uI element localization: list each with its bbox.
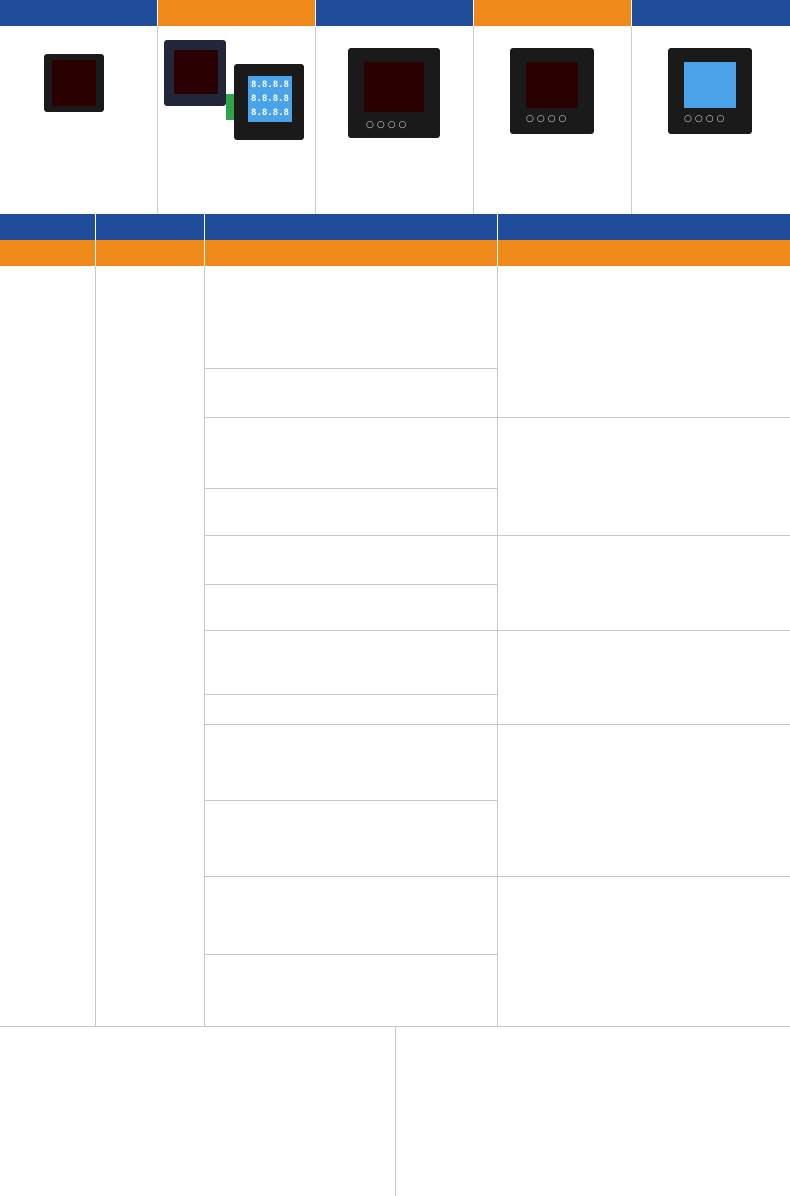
- grid-line: [498, 876, 790, 877]
- grid-line: [205, 630, 497, 631]
- header-band: [0, 240, 95, 266]
- meter-image-led: [164, 40, 226, 106]
- product-cell-1: [0, 26, 158, 214]
- meter-buttons: ○○○○: [366, 120, 410, 130]
- grid-line: [205, 368, 497, 369]
- product-cell-5: [632, 26, 790, 214]
- grid-line: [498, 724, 790, 725]
- grid-line: [205, 584, 497, 585]
- grid-line: [498, 417, 790, 418]
- tab-fig4: [474, 0, 631, 26]
- tab-fig2: [158, 0, 315, 26]
- header-band: [205, 240, 497, 266]
- grid-line: [95, 266, 96, 1026]
- bottom-wiring-diagrams: [0, 1026, 790, 1196]
- tab-fig3: [316, 0, 473, 26]
- grid-line: [205, 417, 497, 418]
- meter-image: [44, 54, 104, 112]
- meter-image-lcd: [234, 64, 304, 140]
- product-cell-4: [474, 26, 632, 214]
- header-band: [96, 240, 204, 266]
- grid-line: [205, 694, 497, 695]
- meter-image: [348, 48, 440, 138]
- product-cell-2: [158, 26, 316, 214]
- grid-line: [205, 488, 497, 489]
- col-header-model: [0, 214, 95, 240]
- grid-line: [205, 954, 497, 955]
- meter-image: [510, 48, 594, 134]
- led-display: [526, 62, 578, 108]
- meter-buttons: ○○○○: [684, 114, 728, 124]
- grid-line: [498, 535, 790, 536]
- grid-line: [205, 724, 497, 725]
- tab-fig1: [0, 0, 157, 26]
- col-header-figure: [96, 214, 204, 240]
- led-display: [174, 50, 218, 94]
- grid-line: [205, 876, 497, 877]
- product-cell-3: [316, 26, 474, 214]
- lcd-display: [684, 62, 736, 108]
- lcd-display: 8.8.8.8 8.8.8.8 8.8.8.8: [248, 76, 292, 122]
- led-display: [52, 60, 96, 106]
- grid-line: [205, 535, 497, 536]
- grid-line: [205, 800, 497, 801]
- led-display: [364, 62, 424, 112]
- tab-fig5: [632, 0, 790, 26]
- col-header-function: [205, 214, 497, 240]
- grid-line: [498, 630, 790, 631]
- grid-line: [204, 266, 205, 1026]
- col-header-wiring: [498, 214, 790, 240]
- header-band: [498, 240, 790, 266]
- green-terminal: [226, 94, 234, 120]
- grid-line: [497, 266, 498, 1026]
- meter-buttons: ○○○○: [526, 114, 570, 124]
- meter-image: [668, 48, 752, 134]
